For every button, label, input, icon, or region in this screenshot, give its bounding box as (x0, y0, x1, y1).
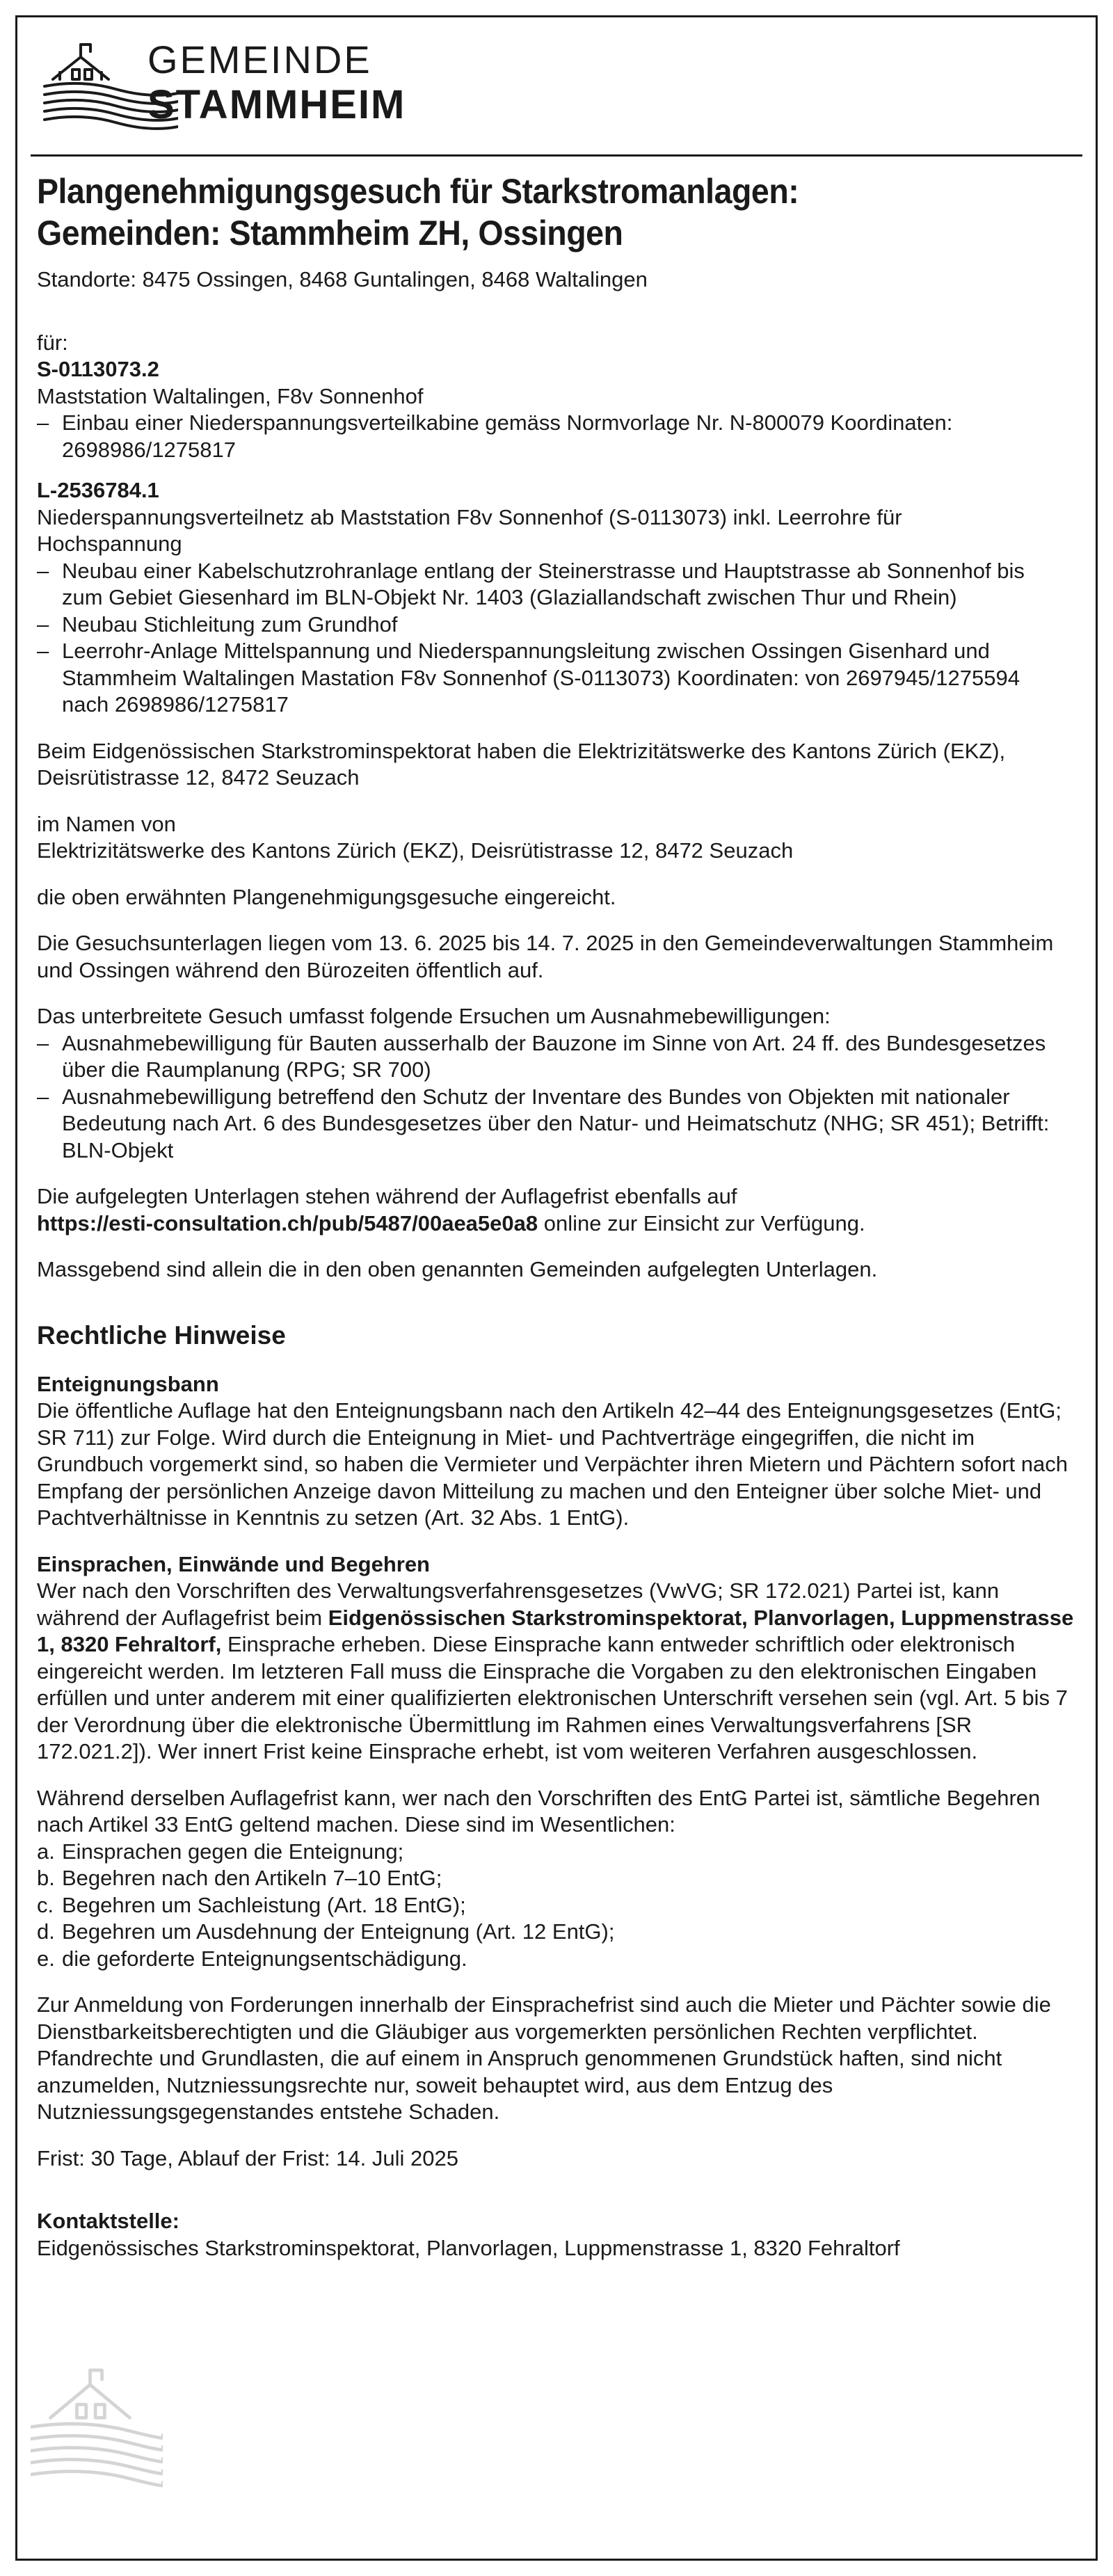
list-item (37, 1919, 1080, 1946)
im-namen-label: im Namen von (37, 811, 176, 836)
wordmark-line1: GEMEINDE (147, 38, 372, 81)
project2-list (37, 558, 1080, 719)
list-marker: e. (37, 1946, 55, 1971)
section-title-hinweise: Rechtliche Hinweise (37, 1320, 286, 1350)
einsprachen-title: Einsprachen, Einwände und Begehren (37, 1551, 430, 1576)
project2-desc: Niederspannungsverteilnetz ab Maststation F8v Sonnenhof (S-0113073) inkl. Leerrohre für Hochspannung (37, 504, 902, 556)
list-marker: b. (37, 1866, 55, 1890)
wordmark-line2: STAMMHEIM (147, 82, 406, 127)
list-marker: d. (37, 1919, 55, 1944)
begehren-intro: Während derselben Auflagefrist kann, wer nach den Vorschriften des EntG Partei ist, sämtliche Begehren nach Artikel 33 EntG geltend machen. Diese sind im Wesentlichen: (37, 1785, 1041, 1837)
municipality-wordmark (147, 40, 406, 125)
project2-id: L-2536784.1 (37, 478, 159, 502)
locations: Standorte: 8475 Ossingen, 8468 Guntalingen, 8468 Waltalingen (37, 267, 648, 291)
list-marker: c. (37, 1892, 54, 1917)
fuer-label: für: (37, 330, 68, 355)
einsprachen-pre: Wer nach den Vorschriften des Verwaltungsverfahrensgesetzes (VwVG; SR 172.021) Partei ist, kann während der Auflagefrist beim (37, 1578, 1000, 1630)
begehren-list (37, 1839, 1080, 1973)
im-namen-value: Elektrizitätswerke des Kantons Zürich (EKZ), Deisrütistrasse 12, 8472 Seuzach (37, 838, 794, 863)
list-item (37, 1839, 1080, 1866)
title-line1: Plangenehmigungsgesuch für Starkstromanlagen: (37, 172, 799, 211)
einsprachen-text (37, 1578, 1080, 1766)
esti-consultation-link[interactable]: https://esti-consultation.ch/pub/5487/00aea5e0a8 (37, 1210, 538, 1235)
header-divider (31, 154, 1082, 157)
einsprachen-address: Eidgenössischen Starkstrominspektorat, Planvorlagen, Luppmenstrasse 1, 8320 Fehraltorf, (37, 1605, 1074, 1656)
enteignungsbann-text: Die öffentliche Auflage hat den Enteignungsbann nach den Artikeln 42–44 des Enteignungsgesetzes (EntG; SR 711) zur Folge. Wird durch die Enteignung in Miet- und Pachtverträge eingegriffen, die nicht im Grundbuch vorgemerkt sind, so haben die Vermieter und Verpächter ihren Mietern und Pächtern sofort nach Empfang der persönlichen Anzeige davon Mitteilung zu machen und den Enteigner über solche Miet- und Pachtverhältnisse in Kenntnis zu setzen (Art. 32 Abs. 1 EntG). (37, 1398, 1068, 1530)
anmeldung-paragraph: Zur Anmeldung von Forderungen innerhalb der Einsprachefrist sind auch die Mieter und Pächter sowie die Dienstbarkeitsberechtigten und die Gläubiger aus vorgemerkten persönlichen Rechten verpflichtet. Pfandrechte und Grundlasten, die auf einem in Anspruch genommenen Grundstück haften, sind nicht anzumelden, Nutzniessungsrechte nur, soweit behauptet wird, aus dem Entzug des Nutzniessungsgegenstandes entstehe Schaden. (37, 1992, 1051, 2124)
list-item-text: Begehren um Ausdehnung der Enteignung (Art. 12 EntG); (62, 1919, 615, 1944)
list-item: – Ausnahmebewilligung für Bauten ausserhalb der Bauzone im Sinne von Art. 24 ff. des Bundesgesetzes über die Raumplanung (RPG; SR 700) (37, 1030, 1080, 1084)
list-item: – Ausnahmebewilligung betreffend den Schutz der Inventare des Bundes von Objekten mit nationaler Bedeutung nach Art. 6 des Bundesgesetzes über den Natur- und Heimatschutz (NHG; SR 451); Betrifft: BLN-Objekt (37, 1084, 1080, 1165)
project1-id: S-0113073.2 (37, 357, 159, 381)
list-item: – Leerrohr-Anlage Mittelspannung und Niederspannungsleitung zwischen Ossingen Gisenhard und Stammheim Waltalingen Mastation F8v Sonnenhof (S-0113073) Koordinaten: von 2697945/1275594 nach 2698986/1275817 (37, 638, 1050, 719)
list-marker: a. (37, 1839, 55, 1864)
kontakt-title: Kontaktstelle: (37, 2209, 179, 2233)
project1-list (37, 410, 1080, 463)
online-post: online zur Einsicht zur Verfügung. (538, 1210, 865, 1235)
online-paragraph (37, 1183, 1080, 1237)
online-pre: Die aufgelegten Unterlagen stehen während der Auflagefrist ebenfalls auf (37, 1184, 737, 1208)
list-item-text: Einsprachen gegen die Enteignung; (62, 1839, 404, 1864)
notice-body (37, 170, 1080, 2262)
list-item: – Einbau einer Niederspannungsverteilkabine gemäss Normvorlage Nr. N-800079 Koordinaten: 2698986/1275817 (37, 410, 980, 463)
list-item-text: Begehren um Sachleistung (Art. 18 EntG); (62, 1892, 466, 1917)
esti-paragraph: Beim Eidgenössischen Starkstrominspektorat haben die Elektrizitätswerke des Kantons Zürich (EKZ), Deisrütistrasse 12, 8472 Seuzach (37, 738, 1006, 790)
list-item-text: Begehren nach den Artikeln 7–10 EntG; (62, 1866, 442, 1890)
list-item (37, 1892, 1080, 1919)
auflage-paragraph: Die Gesuchsunterlagen liegen vom 13. 6. 2025 bis 14. 7. 2025 in den Gemeindeverwaltungen Stammheim und Ossingen während den Bürozeiten öffentlich auf. (37, 931, 1054, 982)
list-item (37, 1946, 1080, 1973)
castle-hill-watermark-icon (31, 2358, 163, 2490)
ausnahme-intro: Das unterbreitete Gesuch umfasst folgende Ersuchen um Ausnahmebewilligungen: (37, 1004, 831, 1028)
list-item (37, 1865, 1080, 1892)
kontakt-text: Eidgenössisches Starkstrominspektorat, Planvorlagen, Luppmenstrasse 1, 8320 Fehraltorf (37, 2235, 900, 2260)
title-line2: Gemeinden: Stammheim ZH, Ossingen (37, 214, 623, 253)
massgebend: Massgebend sind allein die in den oben genannten Gemeinden aufgelegten Unterlagen. (37, 1257, 878, 1281)
list-item-text: die geforderte Enteignungsentschädigung. (62, 1946, 467, 1971)
frist: Frist: 30 Tage, Ablauf der Frist: 14. Juli 2025 (37, 2145, 458, 2170)
list-item: – Neubau Stichleitung zum Grundhof (37, 611, 1080, 639)
einsprachen-post: Einsprache erheben. Diese Einsprache kann entweder schriftlich oder elektronisch eingereicht werden. Im letzteren Fall muss die Einsprache die Vorgaben zu den elektronischen Eingaben erfüllen und unter anderem mit einer qualifizierten elektronischen Unterschrift versehen sein (vgl. Art. 5 bis 7 der Verordnung über die elektronische Übermittlung im Rahmen eines Verwaltungsverfahrens [SR 172.021.2]). Wer innert Frist keine Einsprache erhebt, ist vom weiteren Verfahren ausgeschlossen. (37, 1632, 1068, 1763)
page-title (37, 170, 1007, 254)
project1-name: Maststation Waltalingen, F8v Sonnenhof (37, 383, 424, 408)
ausnahme-list (37, 1030, 1080, 1165)
list-item: – Neubau einer Kabelschutzrohranlage entlang der Steinerstrasse und Hauptstrasse ab Sonnenhof bis zum Gebiet Giesenhard im BLN-Objekt Nr. 1403 (Glaziallandschaft zwischen Thur und Rhein) (37, 558, 1050, 611)
enteignungsbann-title: Enteignungsbann (37, 1371, 219, 1396)
eingereicht: die oben erwähnten Plangenehmigungsgesuche eingereicht. (37, 884, 616, 909)
